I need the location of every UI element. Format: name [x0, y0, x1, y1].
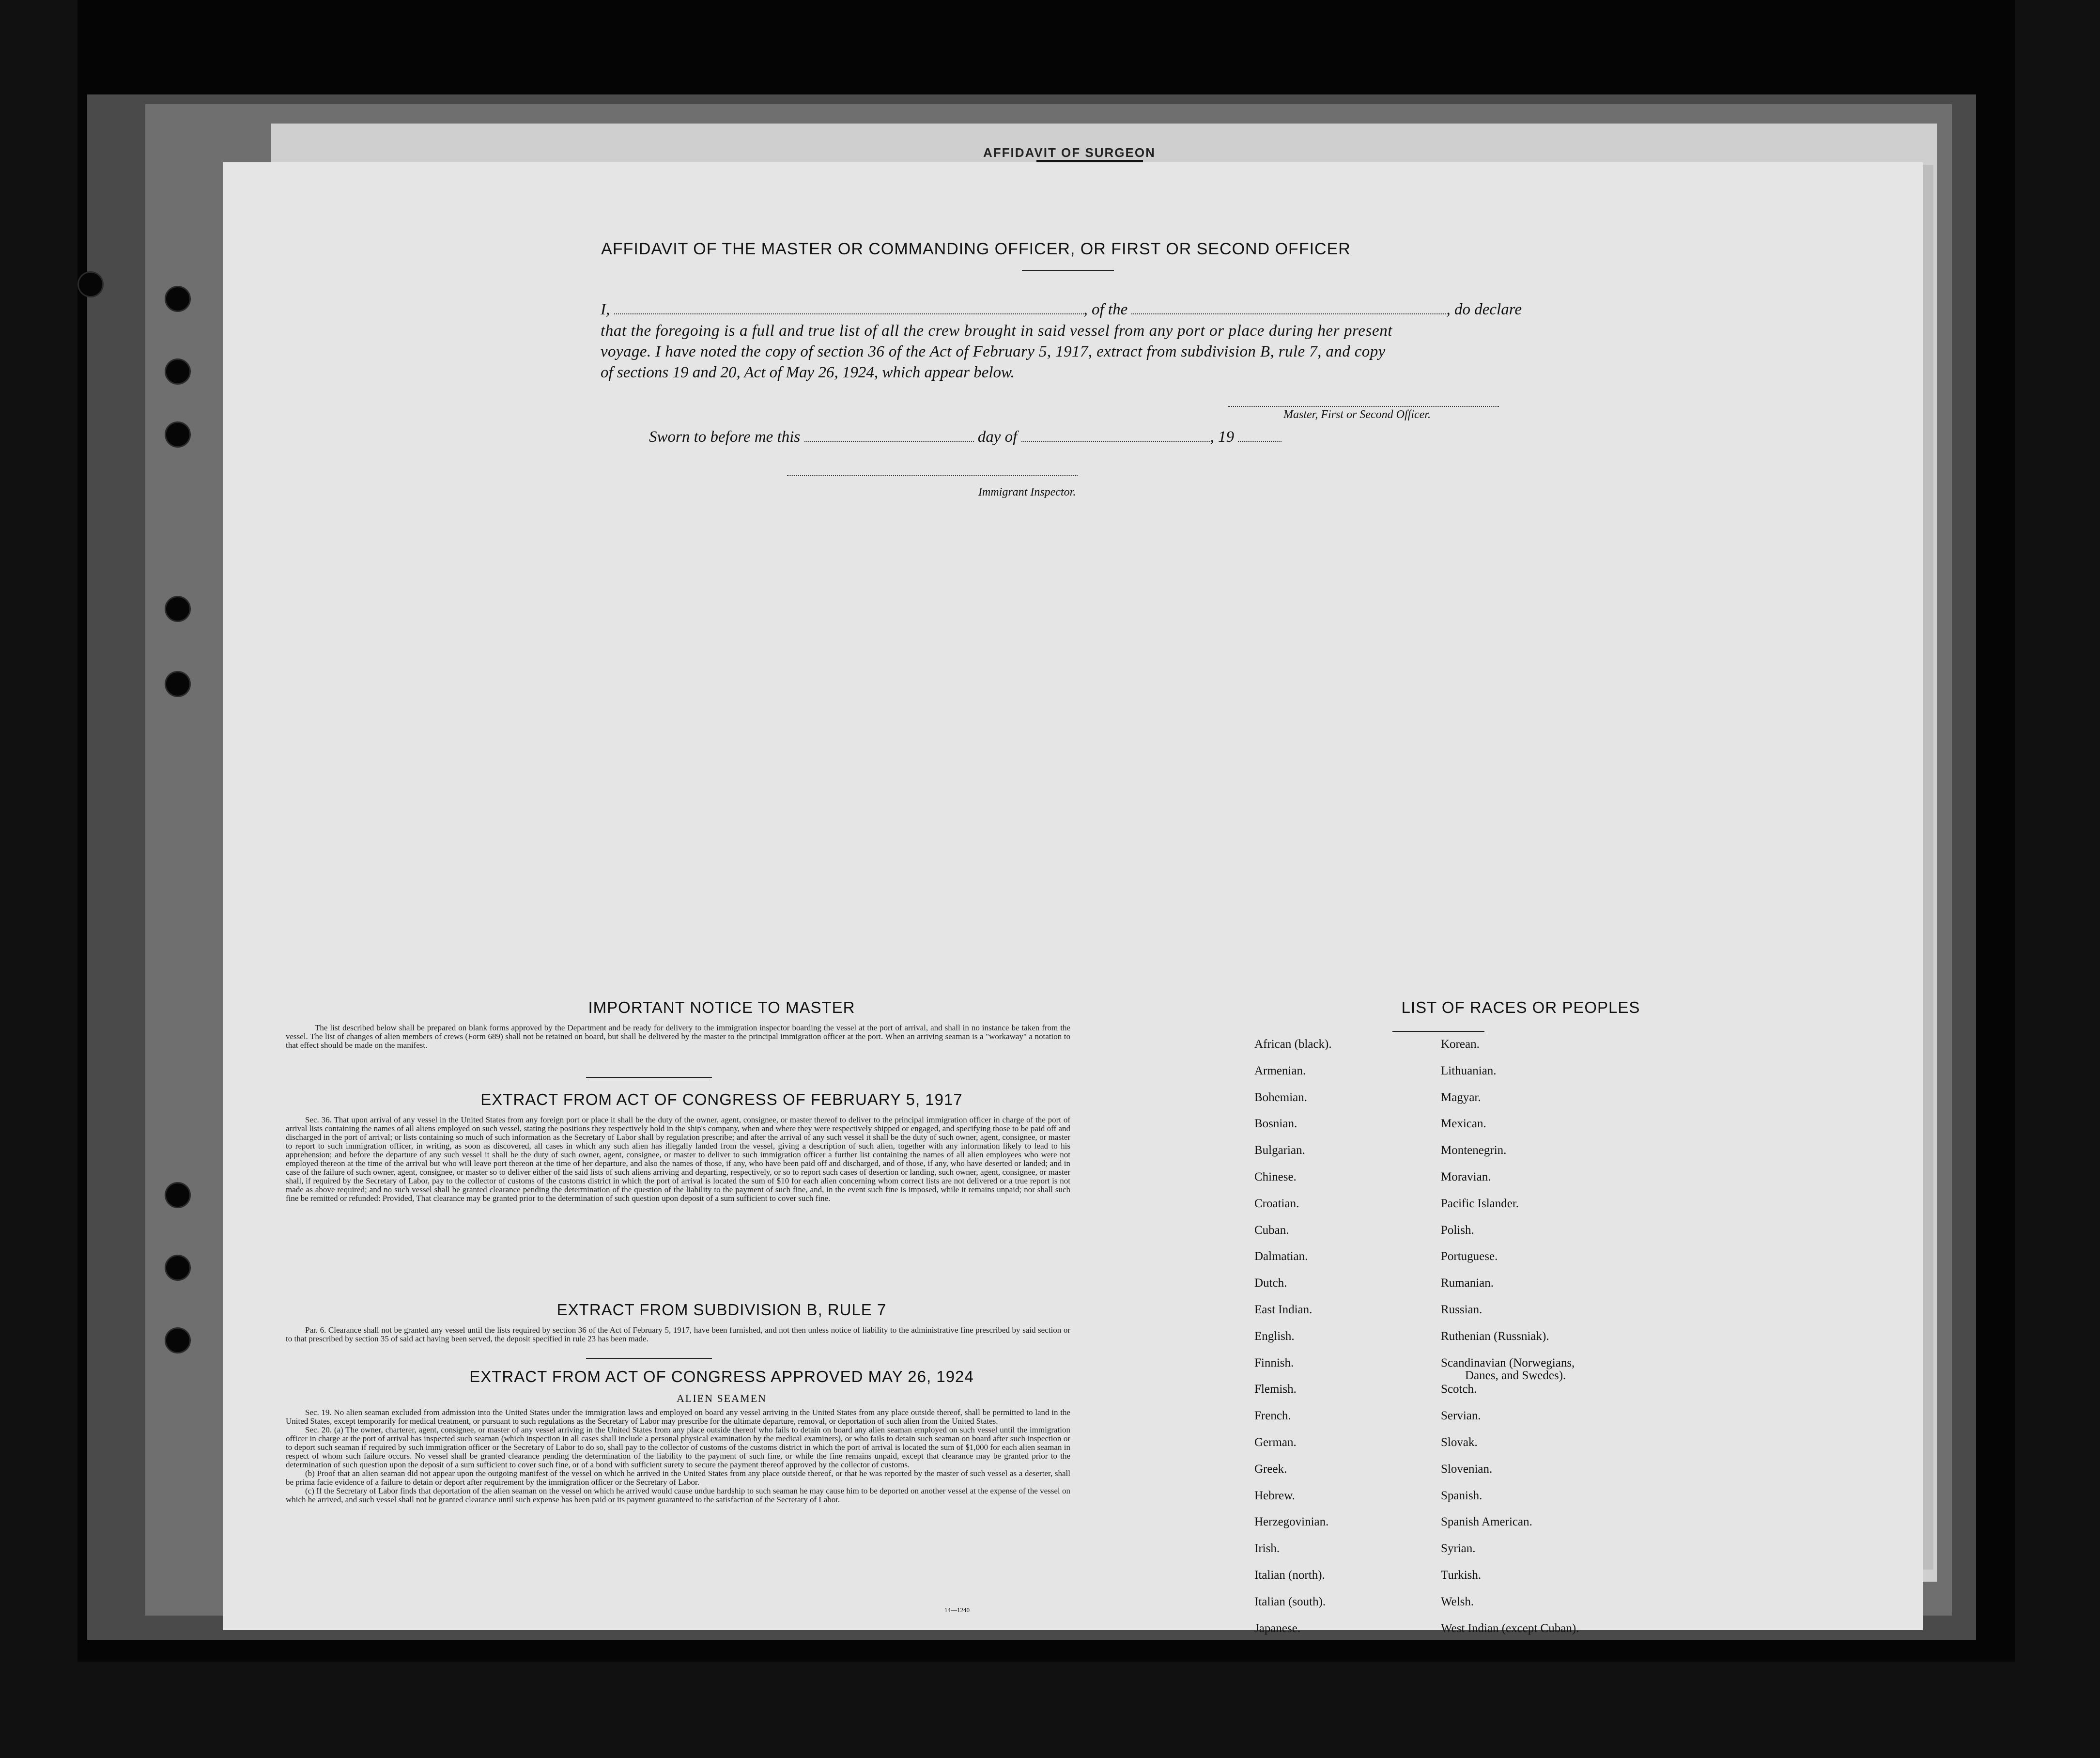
extract-1924-title: EXTRACT FROM ACT OF CONGRESS APPROVED MAY 26, 1924 — [469, 1368, 974, 1385]
race-item: Scotch. — [1441, 1383, 1477, 1396]
extract-1917-title: EXTRACT FROM ACT OF CONGRESS OF FEBRUARY 5, 1917 — [480, 1090, 963, 1108]
affidavit-do-declare: , do declare — [1446, 301, 1522, 318]
race-item: Danes, and Swedes). — [1465, 1369, 1566, 1382]
extract-1924-text — [286, 1408, 1070, 1504]
master-signature-line[interactable] — [1228, 406, 1499, 407]
race-item: Slovak. — [1441, 1436, 1478, 1449]
sec20b-text: (b) Proof that an alien seaman did not appear upon the outgoing manifest of the vessel on which he arrived in the United States from any place outside thereof, or that he was reported by the master of such vessel as a deserter, shall be prima facie evidence of a failure to detain or deport after requirement by the immigration officer or the Secretary of Labor. — [286, 1469, 1070, 1487]
binder-hole — [165, 671, 191, 697]
sec20a-text: Sec. 20. (a) The owner, charterer, agent, consignee, or master of any vessel arriving in the United States from any place outside thereof who fails to detain on board any alien seaman employed on such vessel until the immigration officer in charge at the port of arrival has inspected such seaman (which inspection in all cases shall include a personal physical examination by the medical examiners), or who fails to detain such seaman on board after such inspection or to deport such seaman if required by such immigration officer or the Secretary of Labor to do so, shall pay to the collector of customs of the customs district in which the port of arrival is located the sum of $1,000 for each alien seaman in respect of whom such failure occurs. No vessel shall be granted clearance pending the determination of the liability to the payment of such fine, or while the fine remains unpaid, except that clearance may be granted prior to the determination of such question upon the deposit of a sum sufficient to cover such fine, or of a bond with sufficient surety to secure the payment thereof approved by the collector of customs. — [286, 1425, 1070, 1469]
race-item: Slovenian. — [1441, 1462, 1493, 1476]
binder-hole — [165, 1327, 191, 1354]
race-item: Hebrew. — [1254, 1489, 1295, 1502]
race-item: African (black). — [1254, 1038, 1332, 1051]
race-item: Dalmatian. — [1254, 1250, 1308, 1263]
inspector-caption: Immigrant Inspector. — [978, 486, 1076, 498]
race-item: Spanish. — [1441, 1489, 1482, 1502]
race-item: Italian (south). — [1254, 1595, 1326, 1608]
race-item: West Indian (except Cuban). — [1441, 1621, 1579, 1635]
affidavit-line-4: of sections 19 and 20, Act of May 26, 1924, which appear below. — [601, 364, 1015, 381]
race-item: French. — [1254, 1409, 1291, 1423]
affidavit-line-2: that the foregoing is a full and true list of all the crew brought in said vessel from any port or place during her present — [601, 322, 1393, 340]
affidavit-i: I, — [601, 301, 610, 318]
race-item: Magyar. — [1441, 1090, 1481, 1104]
sec19-text: Sec. 19. No alien seaman excluded from admission into the United States under the immigration laws and employed on board any vessel arriving in the United States from any place outside thereof, shall be permitted to land in the United States, except temporarily for medical treatment, or pursuant to such regulations as the Secretary of Labor may prescribe for the ultimate departure, removal, or deportation of such alien from the United States. — [286, 1408, 1070, 1426]
binder-hole — [165, 286, 191, 312]
affidavit-title: AFFIDAVIT OF THE MASTER OR COMMANDING OFFICER, OR FIRST OR SECOND OFFICER — [601, 240, 1351, 258]
sworn-day-blank[interactable] — [804, 427, 974, 442]
race-item: Spanish American. — [1441, 1515, 1532, 1529]
binder-hole — [165, 421, 191, 448]
race-item: Turkish. — [1441, 1569, 1482, 1582]
race-item: Italian (north). — [1254, 1569, 1325, 1582]
binder-hole — [165, 1182, 191, 1208]
race-item: Finnish. — [1254, 1356, 1294, 1369]
scan-margin-left — [0, 0, 77, 1758]
alien-seamen-subtitle: ALIEN SEAMEN — [677, 1392, 767, 1404]
race-item: Cuban. — [1254, 1223, 1289, 1237]
race-item: Greek. — [1254, 1462, 1287, 1476]
race-item: Dutch. — [1254, 1276, 1287, 1290]
sec20c-text: (c) If the Secretary of Labor finds that deportation of the alien seaman on the vessel on which he arrived would cause undue hardship to such seaman he may cause him to be deported on another vessel at the expense of the vessel on which he arrived, and such vessel shall not be granted clearance until such expense has been paid or its payment guaranteed to the satisfaction of the Secretary of Labor. — [286, 1486, 1070, 1504]
race-item: Lithuanian. — [1441, 1064, 1497, 1077]
scan-margin-right — [2015, 0, 2100, 1758]
notice-title: IMPORTANT NOTICE TO MASTER — [588, 998, 855, 1016]
binder-hole — [77, 271, 104, 297]
form-number: 14—1240 — [944, 1606, 970, 1614]
race-item: Moravian. — [1441, 1170, 1491, 1183]
notice-text: The list described below shall be prepared on blank forms approved by the Department and be ready for delivery to the immigration inspector boarding the vessel at the port of arrival, and shall in no instance be taken from the vessel. The list of changes of alien members of crews (Form 689) shall not be retained on board, but shall be delivered by the master to the principal immigration officer at the port. When an arriving seaman is a "workaway" a notation to that effect should be made on the manifest. — [286, 1023, 1070, 1050]
scan-margin-bottom — [0, 1662, 2100, 1758]
race-item: Bosnian. — [1254, 1117, 1297, 1131]
race-item: Polish. — [1441, 1223, 1474, 1237]
race-item: Ruthenian (Russniak). — [1441, 1329, 1549, 1343]
race-item: Japanese. — [1254, 1621, 1301, 1635]
binder-hole — [165, 358, 191, 385]
race-item: Portuguese. — [1441, 1250, 1498, 1263]
race-item: Russian. — [1441, 1303, 1482, 1316]
race-item: Croatian. — [1254, 1197, 1299, 1210]
affidavit-sheet — [223, 162, 1923, 1635]
sworn-year-blank[interactable] — [1238, 427, 1282, 442]
section-rule — [586, 1077, 712, 1078]
affidavit-line-3: voyage. I have noted the copy of section 36 of the Act of February 5, 1917, extract from subdivision B, rule 7, and copy — [601, 343, 1386, 360]
race-item: Scandinavian (Norwegians, — [1441, 1356, 1575, 1369]
race-item: Bulgarian. — [1254, 1144, 1305, 1157]
race-item: Mexican. — [1441, 1117, 1486, 1131]
section-rule — [586, 1358, 712, 1359]
name-blank[interactable] — [614, 300, 1084, 314]
race-item: Rumanian. — [1441, 1276, 1494, 1290]
extract-1917-text: Sec. 36. That upon arrival of any vessel in the United States from any foreign port or place it shall be the duty of the owner, agent, consignee, or master thereof to deliver to the principal immigration officer in charge of the port of arrival lists containing the names of all aliens employed on such vessel, stating the positions they respectively hold in the ship's company, when and where they were respectively shipped or engaged, and specifying those to be paid off and discharged in the port of arrival; or lists containing so much of such information as the Secretary of Labor shall by regulation prescribe; and after the arrival of any such vessel it shall be the duty of such owner, agent, consignee, or master to report to such immigration officer, in writing, as soon as discovered, all cases in which any such alien has illegally landed from the vessel, giving a description of such alien, together with any information likely to lead to his apprehension; and before the departure of any such vessel it shall be the duty of such owner, agent, consignee, or master to deliver to such immigration officer a further list containing the names of all alien employees who were not employed thereon at the time of the arrival but who will leave port thereon at the time of her departure, and also the names of those, if any, who have been paid off and discharged, and of those, if any, who have deserted or landed; and in case of the failure of such owner, agent, consignee, or master so to deliver either of the said lists of such aliens arriving and departing, respectively, or so to report such cases of desertion or landing, such owner, agent, consignee, or master shall, if required by the Secretary of Labor, pay to the collector of customs of the customs district in which the port of arrival is located the sum of $10 for each alien concerning whom correct lists are not delivered or a true report is not made as above required; and no such vessel shall be granted clearance pending the determination of the question of the liability to the payment of such fine, and, in the event such fine is imposed, while it remains unpaid; nor shall such fine be remitted or refunded: Provided, That clearance may be granted prior to the determination of such question upon deposit of a sum sufficient to cover such fine. — [286, 1115, 1070, 1203]
inspector-signature-line[interactable] — [787, 475, 1078, 476]
extract-rule7-text: Par. 6. Clearance shall not be granted any vessel until the lists required by section 36 of the Act of February 5, 1917, have been furnished, and not then unless notice of liability to the administrative fine prescribed by said section or to that prescribed by section 35 of said act having been served, the deposit specified in rule 23 has been made. — [286, 1325, 1070, 1343]
race-item: German. — [1254, 1436, 1297, 1449]
vessel-blank[interactable] — [1131, 300, 1446, 314]
races-title: LIST OF RACES OR PEOPLES — [1401, 998, 1640, 1016]
back-sheet-header: AFFIDAVIT OF SURGEON — [983, 145, 1156, 160]
race-item: East Indian. — [1254, 1303, 1312, 1316]
race-item: Herzegovinian. — [1254, 1515, 1329, 1529]
affidavit-of-the: , of the — [1083, 301, 1128, 318]
day-of-text: day of — [977, 428, 1018, 446]
races-title-rule — [1392, 1031, 1484, 1032]
sworn-text: Sworn to before me this — [649, 428, 801, 446]
race-item: English. — [1254, 1329, 1295, 1343]
title-rule — [1022, 270, 1114, 271]
race-item: Armenian. — [1254, 1064, 1306, 1077]
binder-hole — [165, 1255, 191, 1281]
binder-hole — [165, 596, 191, 622]
race-item: Irish. — [1254, 1542, 1280, 1556]
race-item: Korean. — [1441, 1038, 1480, 1051]
affidavit-line-1 — [601, 299, 1564, 320]
race-item: Syrian. — [1441, 1542, 1476, 1556]
extract-rule7-title: EXTRACT FROM SUBDIVISION B, RULE 7 — [556, 1301, 887, 1319]
race-item: Montenegrin. — [1441, 1144, 1507, 1157]
race-item: Pacific Islander. — [1441, 1197, 1519, 1210]
sworn-line — [649, 426, 1613, 448]
race-item: Flemish. — [1254, 1383, 1297, 1396]
race-item: Chinese. — [1254, 1170, 1297, 1183]
race-item: Welsh. — [1441, 1595, 1474, 1608]
master-caption: Master, First or Second Officer. — [1283, 408, 1431, 421]
year-prefix: , 19 — [1210, 428, 1235, 446]
sworn-month-blank[interactable] — [1021, 427, 1210, 442]
race-item: Bohemian. — [1254, 1090, 1308, 1104]
race-item: Servian. — [1441, 1409, 1481, 1423]
